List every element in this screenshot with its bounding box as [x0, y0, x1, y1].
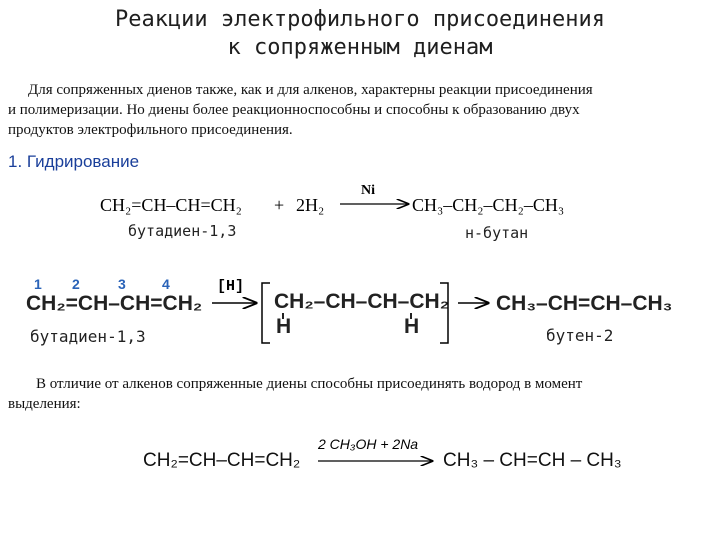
- carbon-number-1: 1: [34, 276, 42, 292]
- reaction2-product-name: бутен-2: [546, 326, 614, 345]
- reaction2-intermediate-h-left: H: [276, 315, 292, 338]
- page-title-line-1: Реакции электрофильного присоединения: [114, 7, 606, 32]
- intermediate-left-bracket: [262, 283, 270, 343]
- reaction2-reagent: [H]: [217, 278, 245, 295]
- reaction2-intermediate-h-right: H: [404, 315, 420, 338]
- reaction3-product: CH₃ – CH=CH – CH₃: [443, 450, 622, 471]
- intro-line-1: Для сопряженных диенов также, как и для алкенов, характерны реакции присоединения: [28, 82, 593, 98]
- intermediate-right-bracket: [440, 283, 448, 343]
- reaction1-reactant: CH₂=CH–CH=CH₂: [100, 195, 242, 215]
- carbon-number-2: 2: [72, 276, 80, 292]
- carbon-number-4: 4: [162, 276, 170, 292]
- reaction2-intermediate: CH₂–CH–CH–CH₂: [274, 290, 450, 313]
- reaction1-catalyst: Ni: [361, 183, 375, 198]
- page-title-line-2: к сопряженным диенам: [227, 35, 493, 60]
- carbon-number-3: 3: [118, 276, 126, 292]
- reaction1-product: CH₃–CH₂–CH₂–CH₃: [412, 195, 565, 215]
- reaction1-product-name: н-бутан: [465, 224, 529, 242]
- reaction1-reagent: 2H₂: [296, 195, 325, 215]
- reaction1-reactant-name: бутадиен-1,3: [128, 222, 237, 240]
- reaction3-reactant: CH₂=CH–CH=CH₂: [143, 450, 301, 471]
- reaction2-reactant-name: бутадиен-1,3: [30, 327, 146, 346]
- intro-line-3: продуктов электрофильного присоединения.: [8, 122, 293, 138]
- note-line-1: В отличие от алкенов сопряженные диены способны присоединять водород в момент: [36, 376, 583, 392]
- section-heading-hydrogenation: 1. Гидрирование: [8, 152, 140, 171]
- note-line-2: выделения:: [8, 396, 81, 412]
- intro-line-2: и полимеризации. Но диены более реакционноспособны и способны к образованию двух: [8, 102, 580, 118]
- reaction2-reactant: CH₂=CH–CH=CH₂: [26, 292, 203, 315]
- reaction2-product: CH₃–CH=CH–CH₃: [496, 292, 673, 315]
- reaction3-reagent: 2 CH₃OH + 2Na: [318, 436, 419, 452]
- reaction1-plus: +: [274, 195, 285, 215]
